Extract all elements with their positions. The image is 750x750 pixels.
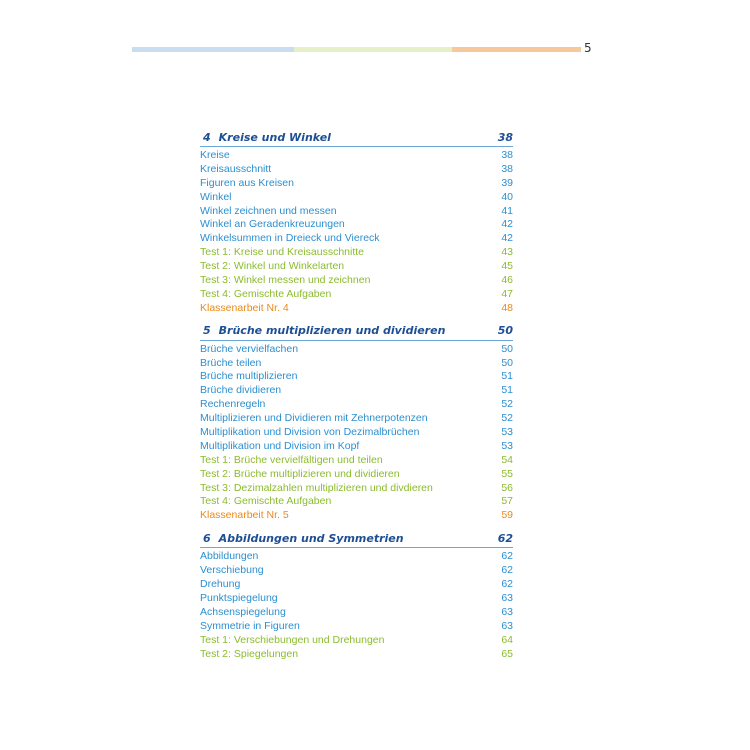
toc-entry[interactable] — [200, 509, 513, 523]
toc-entry[interactable] — [200, 357, 513, 371]
toc-entry-page: 39 — [501, 176, 513, 189]
toc-entry-label: Test 4: Gemischte Aufgaben — [200, 287, 332, 300]
toc-entry-label: Symmetrie in Figuren — [200, 619, 300, 632]
toc-entry-label: Rechenregeln — [200, 398, 266, 411]
toc-entry[interactable] — [200, 384, 513, 398]
toc-entry-label: Winkel zeichnen und messen — [200, 204, 337, 217]
toc-entry-label: Multiplikation und Division im Kopf — [200, 439, 360, 452]
toc-entry-page: 48 — [501, 301, 513, 314]
chapter-section — [200, 529, 513, 661]
toc-entry-label: Winkel an Geradenkreuzungen — [200, 218, 345, 231]
toc-entry[interactable] — [200, 454, 513, 468]
chapter-section — [200, 128, 513, 316]
page-number: 5 — [584, 41, 592, 55]
toc-entry-page: 56 — [501, 481, 513, 494]
toc-entry[interactable] — [200, 620, 513, 634]
chapter-number: 6 — [203, 531, 211, 545]
chapter-page: 62 — [497, 531, 513, 545]
toc-entry-page: 57 — [501, 495, 513, 508]
toc-entry-label: Test 3: Dezimalzahlen multiplizieren und divdieren — [200, 481, 433, 494]
chapter-number: 4 — [203, 130, 211, 144]
toc-entry[interactable] — [200, 370, 513, 384]
toc-entry-label: Winkel — [200, 190, 232, 203]
toc-entry-page: 53 — [501, 426, 513, 439]
toc-entry-label: Test 1: Brüche vervielfältigen und teilen — [200, 453, 383, 466]
toc-entry-label: Brüche dividieren — [200, 384, 282, 397]
toc-entry-page: 43 — [501, 246, 513, 259]
toc-entry[interactable] — [200, 648, 513, 662]
toc-entry-page: 51 — [501, 370, 513, 383]
toc-entry-page: 53 — [501, 439, 513, 452]
toc-entry[interactable] — [200, 426, 513, 440]
toc-entry[interactable] — [200, 302, 513, 316]
toc-entry[interactable] — [200, 412, 513, 426]
chapter-number: 5 — [203, 324, 211, 338]
chapter-heading[interactable] — [200, 128, 513, 147]
toc-entry-label: Test 2: Brüche multiplizieren und dividieren — [200, 467, 400, 480]
toc-entry[interactable] — [200, 343, 513, 357]
toc-entry[interactable] — [200, 218, 513, 232]
toc-entry-page: 50 — [501, 342, 513, 355]
toc-entry[interactable] — [200, 163, 513, 177]
toc-entry-page: 40 — [501, 190, 513, 203]
toc-entry-label: Achsenspiegelung — [200, 605, 286, 618]
chapter-title-group — [203, 324, 445, 337]
toc-entry[interactable] — [200, 177, 513, 191]
toc-entry-label: Kreise — [200, 149, 230, 161]
toc-entry-label: Verschiebung — [200, 564, 264, 577]
toc-entry-label: Klassenarbeit Nr. 5 — [200, 509, 289, 522]
toc-entry-label: Multiplikation und Division von Dezimalbrüchen — [200, 426, 420, 439]
toc-entry[interactable] — [200, 260, 513, 274]
chapter-title-group — [203, 131, 331, 144]
toc-entry[interactable] — [200, 191, 513, 205]
toc-entry-label: Test 4: Gemischte Aufgaben — [200, 495, 332, 508]
toc-entry[interactable] — [200, 564, 513, 578]
toc-entry-label: Test 1: Kreise und Kreisausschnitte — [200, 246, 365, 259]
toc-entry-label: Test 3: Winkel messen und zeichnen — [200, 274, 371, 287]
toc-entry-label: Brüche vervielfachen — [200, 342, 299, 355]
toc-entry-label: Figuren aus Kreisen — [200, 176, 294, 189]
toc-entry-page: 38 — [501, 162, 513, 175]
toc-entry-label: Winkelsummen in Dreieck und Viereck — [200, 232, 380, 245]
toc-entry[interactable] — [200, 482, 513, 496]
toc-entry-page: 41 — [501, 204, 513, 217]
chapter-title: Brüche multiplizieren und dividieren — [218, 324, 446, 338]
toc-entry[interactable] — [200, 246, 513, 260]
toc-entry-label: Drehung — [200, 578, 241, 591]
toc-entry[interactable] — [200, 592, 513, 606]
toc-entry-label: Punktspiegelung — [200, 591, 278, 604]
toc-entry-page: 64 — [501, 633, 513, 646]
color-bar-blue — [132, 47, 294, 52]
toc-entry-page: 54 — [501, 453, 513, 466]
toc-entry-label: Test 2: Spiegelungen — [200, 647, 299, 660]
chapter-title-group — [203, 532, 404, 545]
toc-entry[interactable] — [200, 495, 513, 509]
toc-entry-page: 38 — [501, 149, 513, 161]
toc-entry[interactable] — [200, 550, 513, 564]
toc-entry-page: 55 — [501, 467, 513, 480]
toc-entry-page: 51 — [501, 384, 513, 397]
toc-entry-page: 47 — [501, 287, 513, 300]
toc-entry[interactable] — [200, 288, 513, 302]
chapter-heading[interactable] — [200, 529, 513, 548]
toc-entry-page: 62 — [501, 564, 513, 577]
color-bar-orange — [452, 47, 581, 52]
toc-entry-page: 62 — [501, 578, 513, 591]
chapter-page: 38 — [497, 130, 513, 144]
toc-entry-page: 63 — [501, 591, 513, 604]
toc-entry-page: 59 — [501, 509, 513, 522]
chapter-title: Kreise und Winkel — [218, 130, 331, 144]
toc-entry-page: 63 — [501, 605, 513, 618]
toc-entry-page: 45 — [501, 260, 513, 273]
toc-entry-page: 42 — [501, 218, 513, 231]
toc-entry-page: 46 — [501, 274, 513, 287]
toc-entry[interactable] — [200, 205, 513, 219]
toc-entry[interactable] — [200, 232, 513, 246]
toc-entry-label: Test 2: Winkel und Winkelarten — [200, 260, 345, 273]
toc-entry-page: 50 — [501, 356, 513, 369]
chapter-heading[interactable] — [200, 322, 513, 341]
chapter-page: 50 — [497, 324, 513, 338]
toc-entry[interactable] — [200, 149, 513, 163]
toc-entry-page: 52 — [501, 398, 513, 411]
color-bar-green — [294, 47, 452, 52]
toc-entry[interactable] — [200, 468, 513, 482]
header-color-bar — [132, 47, 581, 52]
toc-entry[interactable] — [200, 440, 513, 454]
chapter-section — [200, 322, 513, 524]
toc-entry[interactable] — [200, 634, 513, 648]
toc-entry-page: 63 — [501, 619, 513, 632]
toc-entry-label: Klassenarbeit Nr. 4 — [200, 301, 289, 314]
toc-entry[interactable] — [200, 606, 513, 620]
toc-entry-label: Abbildungen — [200, 550, 259, 563]
chapter-title: Abbildungen und Symmetrien — [218, 531, 404, 545]
toc-entry-page: 65 — [501, 647, 513, 660]
toc-entry-label: Kreisausschnitt — [200, 162, 272, 175]
toc-entry-label: Multiplizieren und Dividieren mit Zehnerpotenzen — [200, 412, 428, 425]
toc-entry-page: 42 — [501, 232, 513, 245]
toc-entry-label: Brüche multiplizieren — [200, 370, 298, 383]
toc-entry-page: 62 — [501, 550, 513, 563]
toc-entry[interactable] — [200, 274, 513, 288]
toc-entry[interactable] — [200, 398, 513, 412]
toc-entry-label: Test 1: Verschiebungen und Drehungen — [200, 633, 385, 646]
toc-entry-page: 52 — [501, 412, 513, 425]
toc-entry[interactable] — [200, 578, 513, 592]
toc-entry-label: Brüche teilen — [200, 356, 262, 369]
table-of-contents — [200, 128, 513, 661]
